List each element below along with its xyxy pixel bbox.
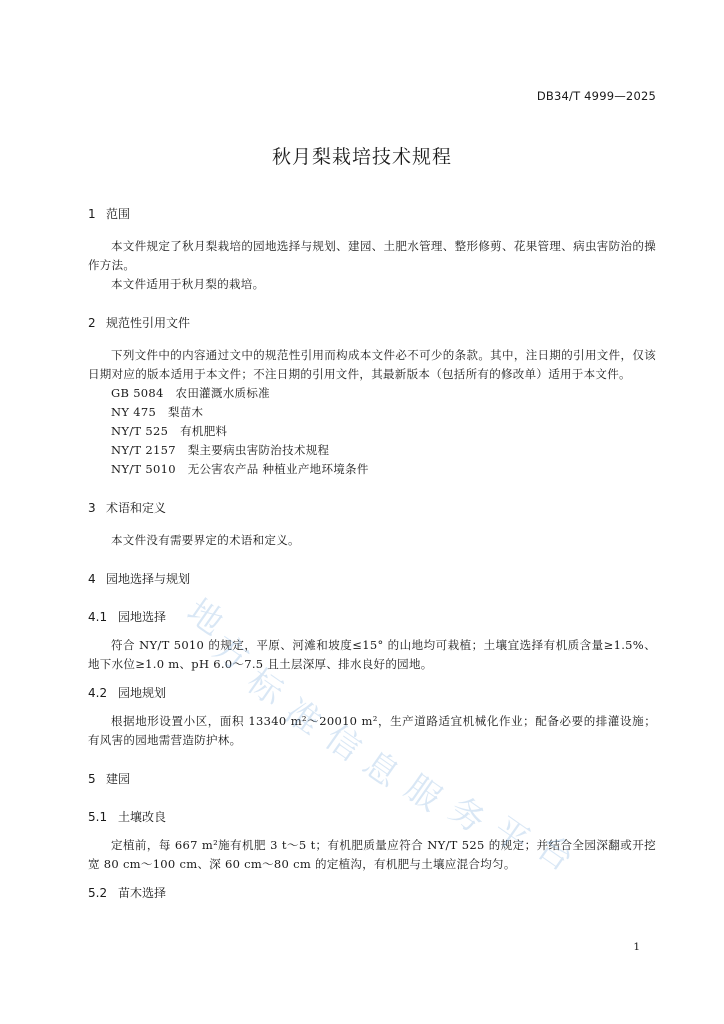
reference-item: [88, 384, 656, 403]
watermark-char: 准: [277, 691, 329, 744]
watermark-char: 方: [205, 627, 257, 680]
paragraph: 本文件规定了秋月梨栽培的园地选择与规划、建园、土肥水管理、整形修剪、花果管理、病虫害防治的操作方法。: [88, 239, 656, 272]
watermark-char: 标: [239, 661, 291, 714]
reference-name: 梨主要病虫害防治技术规程: [187, 443, 330, 457]
section-title: 范围: [106, 207, 131, 221]
paragraph: 根据地形设置小区，面积 13340 m²～20010 m²，生产道路适宜机械化作业；配备必要的排灌设施；有风害的园地需营造防护林。: [88, 714, 656, 747]
section-title: 建园: [106, 772, 131, 786]
subsection-number: 5.1: [88, 810, 108, 824]
reference-name: 有机肥料: [180, 424, 228, 438]
watermark-char: 地: [179, 591, 231, 644]
subsection-number: 4.1: [88, 610, 108, 624]
section-title: 规范性引用文件: [106, 316, 191, 330]
subsection-title: 苗木选择: [118, 886, 167, 900]
watermark-char: 台: [529, 827, 581, 880]
watermark-char: 信: [317, 717, 369, 770]
document-title: 秋月梨栽培技术规程: [271, 146, 452, 168]
section-number: 4: [88, 572, 96, 586]
subsection-title: 土壤改良: [118, 810, 167, 824]
standard-code: DB34/T 4999—2025: [536, 89, 656, 103]
section-number: 1: [88, 207, 96, 221]
section-title: 园地选择与规划: [106, 572, 191, 586]
subsection-heading: [88, 684, 656, 702]
reference-item: [88, 460, 656, 479]
page-number: 1: [633, 941, 640, 953]
reference-name: 梨苗木: [167, 405, 204, 419]
watermark-char: 服: [397, 767, 449, 820]
section-heading: [88, 314, 656, 332]
section-heading: [88, 570, 656, 588]
paragraph: 定植前，每 667 m²施有机肥 3 t～5 t；有机肥质量应符合 NY/T 525 的规定；并结合全园深翻或开挖宽 80 cm～100 cm、深 60 cm～80 cm 的定植沟，有机肥与土壤应混合均匀。: [88, 838, 656, 871]
reference-code: NY/T 525: [111, 424, 169, 438]
subsection-heading: [88, 884, 656, 902]
watermark-char: 息: [355, 743, 407, 796]
reference-code: GB 5084: [111, 386, 164, 400]
reference-item: [88, 403, 656, 422]
reference-name: 农田灌溉水质标准: [175, 386, 270, 400]
subsection-number: 4.2: [88, 686, 108, 700]
section-heading: [88, 499, 656, 517]
subsection-title: 园地规划: [118, 686, 167, 700]
watermark-char: 务: [441, 789, 493, 842]
subsection-number: 5.2: [88, 886, 108, 900]
section-number: 3: [88, 501, 96, 515]
section-number: 5: [88, 772, 96, 786]
section-heading: [88, 205, 656, 223]
reference-item: [88, 422, 656, 441]
subsection-heading: [88, 608, 656, 626]
watermark-char: 平: [485, 809, 537, 862]
reference-code: NY 475: [111, 405, 157, 419]
paragraph: 符合 NY/T 5010 的规定，平原、河滩和坡度≤15° 的山地均可栽植；土壤宜选择有机质含量≥1.5%、地下水位≥1.0 m、pH 6.0～7.5 且土层深厚、排水良好的园地。: [88, 638, 656, 671]
paragraph: 下列文件中的内容通过文中的规范性引用而构成本文件必不可少的条款。其中，注日期的引用文件，仅该日期对应的版本适用于本文件；不注日期的引用文件，其最新版本（包括所有的修改单）适用于本文件。: [88, 348, 656, 381]
subsection-title: 园地选择: [118, 610, 167, 624]
reference-code: NY/T 5010: [111, 462, 176, 476]
section-title: 术语和定义: [106, 501, 167, 515]
reference-code: NY/T 2157: [111, 443, 176, 457]
document-body: [88, 205, 656, 902]
subsection-heading: [88, 808, 656, 826]
reference-item: [88, 441, 656, 460]
paragraph: 本文件适用于秋月梨的栽培。: [111, 277, 265, 291]
paragraph: 本文件没有需要界定的术语和定义。: [111, 533, 300, 547]
section-heading: [88, 770, 656, 788]
section-number: 2: [88, 316, 96, 330]
reference-name: 无公害农产品 种植业产地环境条件: [187, 462, 369, 476]
